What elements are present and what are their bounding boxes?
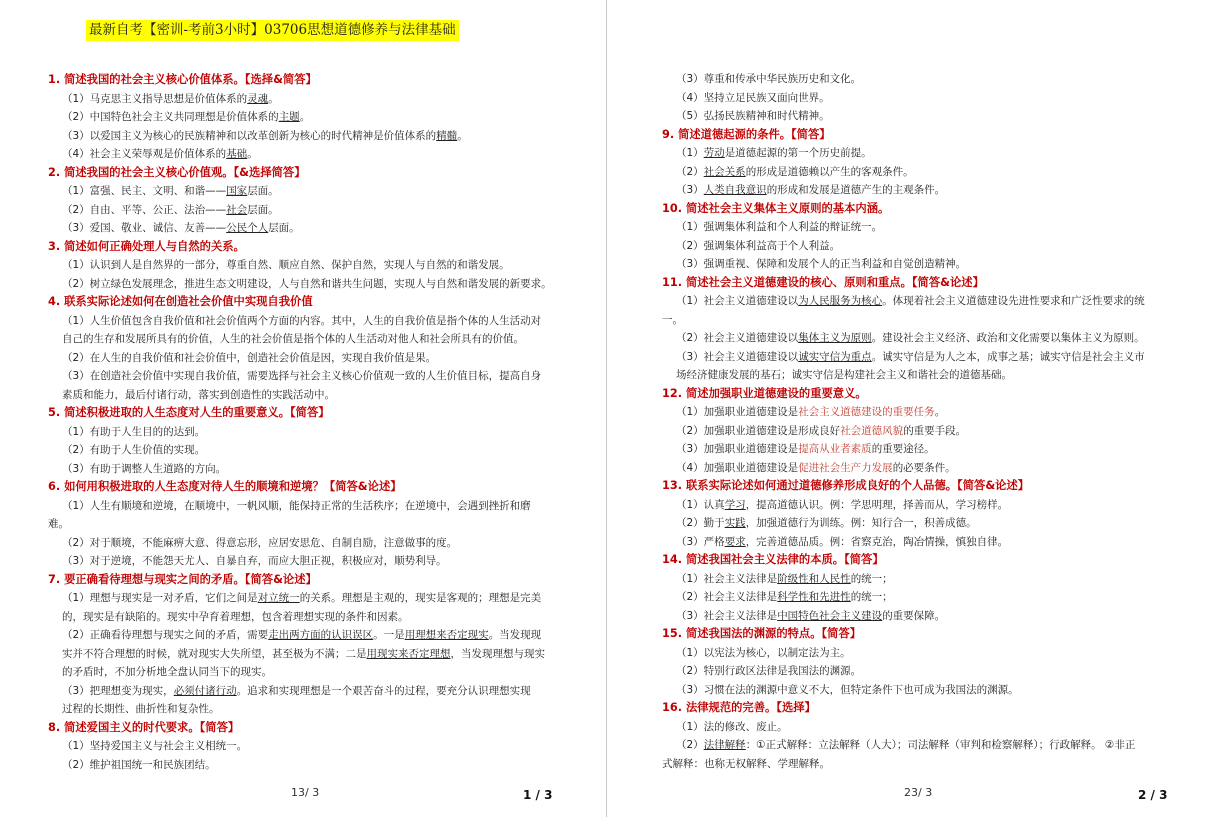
text-run: 的统一； [850,572,893,585]
question-heading: 1. 简述我国的社会主义核心价值体系。【选择&简答】 [48,73,317,86]
text-run: （2）强调集体利益高于个人利益。 [676,239,841,252]
question-heading: 15. 简述我国法的渊源的特点。【简答】 [662,627,862,640]
text-run: 的形成和发展是道德产生的主观条件。 [766,184,946,196]
highlighted-term: 社会主义道德建设的重要任务 [798,406,935,418]
question-heading: 9. 简述道德起源的条件。【简答】 [662,127,831,141]
answer-item [662,181,1162,200]
text-run: 场经济健康发展的基石；诚实守信是构建社会主义和谐社会的道德基础。 [676,369,1012,381]
text-run: （1）有助于人生目的的达到。 [62,425,206,438]
text-run: ，加强道德行为训练。例：知行合一，积善成德。 [745,517,977,529]
text-run: （2）在人生的自我价值和社会价值中，创造社会价值是因，实现自我价值是果。 [62,351,437,364]
answer-item-line [662,311,1162,330]
page-1-footer-number: 13/ 3 [291,786,320,799]
underlined-term: 科学性和先进性 [777,591,851,603]
answer-item [48,145,553,164]
answer-item [662,496,1162,515]
underlined-term: 用现实来否定理想 [366,647,451,660]
text-run: 式解释：也称无权解释、学理解释。 [662,757,830,770]
answer-item [662,107,1162,126]
text-run: 。 [934,406,946,418]
answer-item-line: 自己的生存和发展所具有的价值，人生的社会价值是指个体的人生活动对他人和社会所具有的价值。 [62,333,524,345]
underlined-term: 必须付诸行动 [173,684,237,697]
text-run: （1）法的修改、废止。 [676,720,788,733]
answer-item [662,218,1162,237]
text-run: （2）中国特色社会主义共同理想是价值体系的 [62,111,279,123]
answer-item-line: 素质和能力，最后付诸行动，落实到创造性的实践活动中。 [62,388,335,401]
answer-item [662,662,1162,681]
underlined-term: 法律解释 [703,739,746,751]
answer-item [662,533,1162,552]
answer-item-line [48,608,553,627]
text-run: （3）把理想变为现实， [62,684,174,697]
answer-item-line [662,292,1162,311]
underlined-term: 人类自我意识 [703,184,767,196]
text-run: 的重要手段。 [903,424,967,437]
answer-item [48,423,553,442]
text-run: 。建设社会主义经济、政治和文化需要以集体主义为原则。 [871,332,1145,344]
text-run: （3）强调重视、保障和发展个人的正当利益和自觉创造精神。 [676,258,967,270]
answer-item [48,201,553,220]
text-run: （3）严格 [676,535,725,548]
text-run: 。诚实守信是为人之本，成事之基；诚实守信是社会主义市 [871,350,1145,363]
text-run: （3） [676,184,704,196]
page-2-footer-number: 23/ 3 [904,786,933,799]
underlined-term: 劳动 [703,147,725,159]
text-run: 一。 [662,313,683,326]
answer-item [662,681,1162,700]
text-run: 。追求和实现理想是一个艰苦奋斗的过程，要充分认识理想实现 [236,684,531,697]
text-run: ，完善道德品质。例：省察克治，陶冶情操，慎独自律。 [745,535,1009,548]
text-run: （2） [676,739,704,751]
underlined-term: 灵魂 [247,92,269,105]
text-run: （3）加强职业道德建设是 [676,443,799,455]
question-heading: 5. 简述积极进取的人生态度对人生的重要意义。【简答】 [48,406,330,419]
answer-item [48,460,553,479]
answer-item [662,718,1162,737]
answer-item [48,108,553,127]
text-run: （2）自由、平等、公正、法治—— [62,203,227,216]
text-run: （5）弘扬民族精神和时代精神。 [676,110,830,122]
underlined-term: 要求 [724,535,746,548]
answer-item [662,329,1162,348]
underlined-term: 集体主义为原则 [798,332,872,344]
answer-item [48,349,553,368]
underlined-term: 阶级性和人民性 [777,572,851,585]
answer-item-line [48,663,553,682]
question-heading: 11. 简述社会主义道德建设的核心、原则和重点。【简答&论述】 [662,275,984,289]
text-run: （1）社会主义道德建设以 [676,295,799,307]
underlined-term: 基础 [226,148,248,160]
question-heading: 14. 简述我国社会主义法律的本质。【简答】 [662,553,884,566]
answer-item [48,275,553,294]
text-run: （1）强调集体利益和个人利益的辩证统一。 [676,221,883,233]
answer-item [48,127,553,146]
answer-item-line: （1）人生有顺境和逆境，在顺境中，一帆风顺，能保持正常的生活秩序；在逆境中，会遇到挫折和磨 [62,499,531,512]
question-heading: 8. 简述爱国主义的时代要求。【简答】 [48,720,240,734]
text-run: （1）加强职业道德建设是 [676,406,799,418]
text-run: （2）社会主义法律是 [676,591,778,603]
text-run: 实并不符合理想的时候，就对现实大失所望，甚至极为不满；二是 [62,647,367,660]
text-run: 。 [299,111,311,123]
answer-item [662,144,1162,163]
text-run: 层面。 [247,203,279,216]
highlighted-term: 促进社会生产力发展 [798,461,893,474]
answer-item [662,440,1162,459]
text-run: （4）社会主义荣辱观是价值体系的 [62,148,227,160]
text-run: ，提高道德认识。例：学思明理，择善而从，学习榜样。 [745,498,1009,511]
underlined-term: 用理想来否定现实 [404,629,489,641]
underlined-term: 社会 [226,203,248,216]
text-run: （1）以宪法为核心，以制定法为主。 [676,646,851,659]
answer-item-line: （1）人生价值包含自我价值和社会价值两个方面的内容。其中，人生的自我价值是指个体的人生活动对 [62,314,542,327]
question-heading: 6. 如何用积极进取的人生态度对待人生的顺境和逆境？【简答&论述】 [48,480,402,493]
text-run: （2）有助于人生价值的实现。 [62,444,206,456]
underlined-term: 走出两方面的认识误区 [268,629,374,641]
answer-item-line [662,366,1162,385]
text-run: 层面。 [268,222,300,234]
text-run: （3）习惯在法的渊源中意义不大，但特定条件下也可成为我国法的渊源。 [676,683,1019,696]
text-run: 的关系。理想是主观的，现实是客观的；理想是完美 [299,592,542,604]
answer-item-line [662,755,1162,774]
answer-item [662,403,1162,422]
answer-item [662,459,1162,478]
answer-item [662,163,1162,182]
answer-item-line [48,645,553,664]
answer-item [48,90,553,109]
answer-item [662,422,1162,441]
page-1-indicator: 1 / 3 [523,788,553,802]
text-run: 的重要保障。 [882,609,946,622]
answer-item [662,570,1162,589]
page-1-content [48,71,553,774]
answer-item [662,644,1162,663]
text-run: （2） [676,165,704,178]
text-run: 的统一； [850,591,893,603]
answer-item [662,89,1162,108]
answer-item [662,607,1162,626]
text-run: 的必要条件。 [892,461,956,474]
underlined-term: 学习 [724,498,746,511]
answer-item [662,588,1162,607]
answer-item-line: （3）在创造社会价值中实现自我价值，需要选择与社会主义核心价值观一致的人生价值目标，提高自身 [62,370,542,382]
text-run: 过程的长期性、曲折性和复杂性。 [62,703,220,715]
question-heading: 7. 要正确看待理想与现实之间的矛盾。【简答&论述】 [48,572,317,586]
underlined-term: 公民个人 [226,222,269,234]
question-heading: 16. 法律规范的完善。【选择】 [662,701,816,714]
text-run: （2）勤于 [676,517,725,529]
text-run: 的形成是道德赖以产生的客观条件。 [745,165,914,178]
answer-item [662,237,1162,256]
text-run: （2）社会主义道德建设以 [676,332,799,344]
text-run: 的重要途径。 [871,443,935,455]
answer-item-line: 难。 [48,518,69,530]
text-run: （3）爱国、敬业、诚信、友善—— [62,222,227,234]
underlined-term: 诚实守信为重点 [798,350,872,363]
question-heading: 10. 简述社会主义集体主义原则的基本内涵。 [662,201,890,215]
answer-item [48,756,553,775]
answer-item-line [48,589,553,608]
underlined-term: 精髓 [436,129,458,142]
page-2-indicator: 2 / 3 [1138,788,1168,802]
text-run: （1） [676,147,704,159]
text-run: （3）对于逆境，不能怨天尤人、自暴自弃，而应大胆正视，积极应对，顺势利导。 [62,555,447,567]
answer-item [48,534,553,553]
text-run: （4）加强职业道德建设是 [676,461,799,474]
text-run: （3）社会主义法律是 [676,609,778,622]
text-run: 是道德起源的第一个历史前提。 [724,147,872,159]
page-divider [606,0,607,817]
text-run: 。一是 [373,629,405,641]
answer-item-line [48,626,553,645]
text-run: 。 [268,92,279,105]
text-run: （1）坚持爱国主义与社会主义相统一。 [62,740,248,752]
page-2-content [662,70,1162,773]
text-run: （1）马克思主义指导思想是价值体系的 [62,92,248,105]
underlined-term: 为人民服务为核心 [798,295,883,307]
text-run: 层面。 [247,185,279,197]
answer-item-line [662,348,1162,367]
text-run: ，当发现理想与现实 [450,647,545,660]
text-run: （3）有助于调整人生道路的方向。 [62,462,227,475]
answer-item [48,737,553,756]
text-run: （1）认真 [676,498,725,511]
text-run: （1）理想与现实是一对矛盾，它们之间是 [62,592,258,604]
answer-item [48,552,553,571]
text-run: （2）加强职业道德建设是形成良好 [676,424,841,437]
underlined-term: 社会关系 [703,165,746,178]
text-run: （2）正确看待理想与现实之间的矛盾，需要 [62,629,269,641]
text-run: 。 [247,148,258,160]
text-run: （3）尊重和传承中华民族历史和文化。 [676,73,862,85]
answer-item-line [48,682,553,701]
text-run: 的矛盾时，不加分析地全盘认同当下的现实。 [62,666,272,678]
document-title: 最新自考【密训-考前3小时】03706思想道德修养与法律基础 [86,20,459,41]
text-run: 的，现实是有缺陷的。现实中孕育着理想，包含着理想实现的条件和因素。 [62,610,409,623]
answer-item [662,514,1162,533]
text-run: 。当发现现 [488,629,542,641]
text-run: （2）维护祖国统一和民族团结。 [62,758,216,771]
answer-item [662,255,1162,274]
answer-item [48,256,553,275]
question-heading: 2. 简述我国的社会主义核心价值观。【&选择简答】 [48,165,306,179]
answer-item [48,219,553,238]
question-heading: 4. 联系实际论述如何在创造社会价值中实现自我价值 [48,295,313,308]
page-2 [608,0,1209,817]
text-run: （2）对于顺境，不能麻痹大意、得意忘形，应居安思危、自制自励，注意做事的度。 [62,536,458,549]
underlined-term: 实践 [724,517,746,529]
underlined-term: 主题 [278,111,300,123]
text-run: （1）富强、民主、文明、和谐—— [62,185,227,197]
text-run: （1）认识到人是自然界的一部分，尊重自然、顺应自然、保护自然，实现人与自然的和谐发展。 [62,259,510,271]
text-run: 。体现着社会主义道德建设先进性要求和广泛性要求的统 [882,295,1145,307]
answer-item-line [662,736,1162,755]
question-heading: 12. 简述加强职业道德建设的重要意义。 [662,386,867,400]
highlighted-term: 社会道德风貌 [840,424,904,437]
text-run: （2）特别行政区法律是我国法的渊源。 [676,665,862,677]
question-heading: 13. 联系实际论述如何通过道德修养形成良好的个人品德。【简答&论述】 [662,479,1030,492]
text-run: （1）社会主义法律是 [676,572,778,585]
underlined-term: 对立统一 [257,592,300,604]
highlighted-term: 提高从业者素质 [798,443,872,455]
text-run: （3）社会主义道德建设以 [676,350,799,363]
underlined-term: 国家 [226,185,248,197]
answer-item [48,441,553,460]
text-run: （4）坚持立足民族又面向世界。 [676,91,830,104]
underlined-term: 中国特色社会主义建设 [777,609,883,622]
text-run: （3）以爱国主义为核心的民族精神和以改革创新为核心的时代精神是价值体系的 [62,129,437,142]
text-run: （2）树立绿色发展理念，推进生态文明建设，人与自然和谐共生问题，实现人与自然和谐发展的新要求。 [62,277,552,290]
question-heading: 3. 简述如何正确处理人与自然的关系。 [48,239,245,253]
answer-item-line [48,700,553,719]
answer-item [48,182,553,201]
text-run: 。 [457,129,468,142]
answer-item [662,70,1162,89]
text-run: ：①正式解释：立法解释（人大）；司法解释（审判和检察解释）；行政解释。 ②非正 [745,739,1136,751]
